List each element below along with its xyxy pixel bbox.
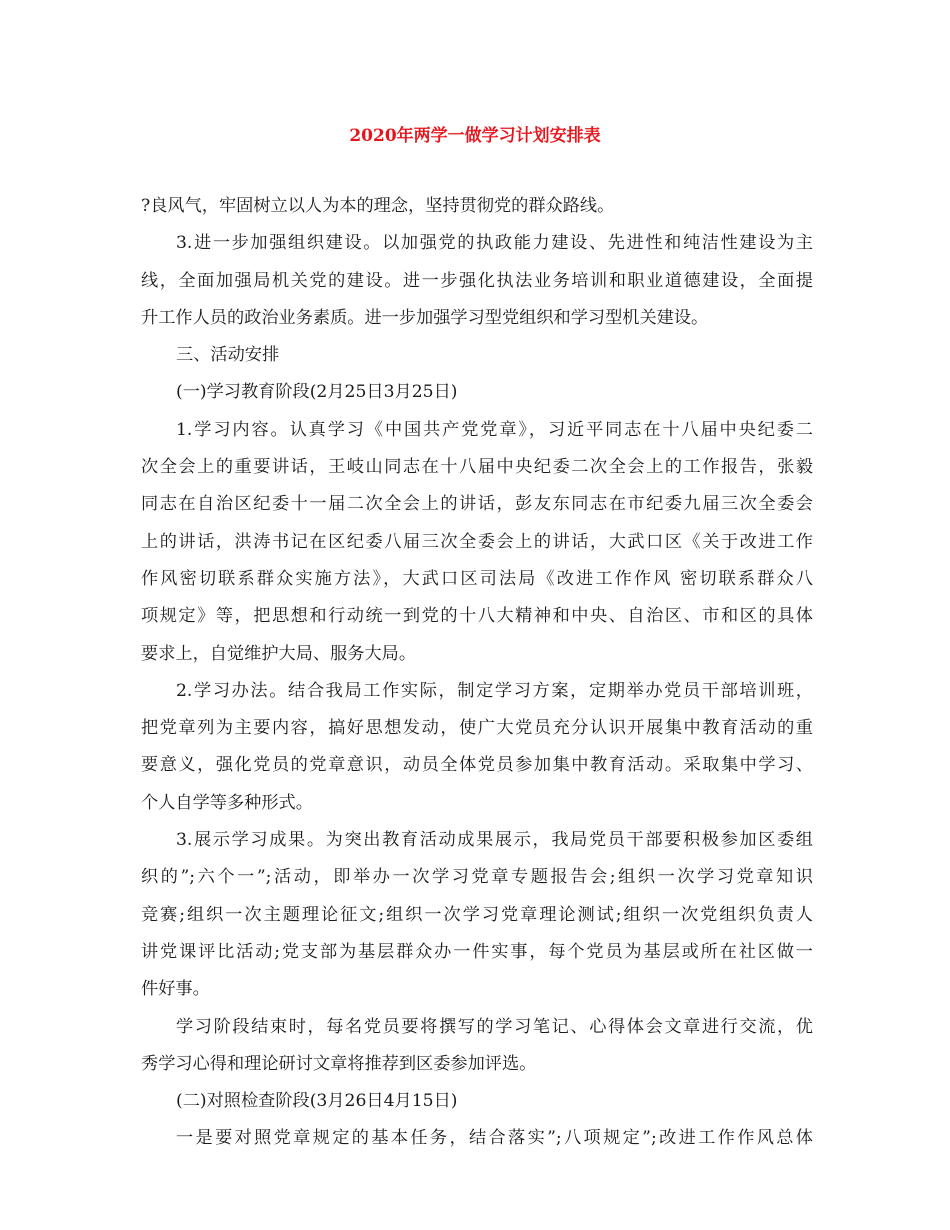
text-line: 要意义，强化党员的党章意识，动员全体党员参加集中教育活动。采取集中学习、 (141, 755, 813, 776)
text-line: 线，全面加强局机关党的建设。进一步强化执法业务培训和职业道德建设，全面提 (141, 270, 813, 291)
text-line: 2.学习办法。结合我局工作实际，制定学习方案，定期举办党员干部培训班， (176, 680, 813, 701)
section-heading: 三、活动安排 (176, 345, 280, 366)
text-line: 学习阶段结束时，每名党员要将撰写的学习笔记、心得体会文章进行交流，优 (176, 1016, 813, 1037)
subsection-heading: (二)对照检查阶段(3月26日4月15日) (176, 1091, 458, 1112)
text-line: 项规定》等，把思想和行动统一到党的十八大精神和中央、自治区、市和区的具体 (141, 606, 813, 627)
text-line: 一是要对照党章规定的基本任务，结合落实”;八项规定”;改进工作作风总体 (176, 1128, 813, 1149)
text-line: 作风密切联系群众实施方法》，大武口区司法局《改进工作作风 密切联系群众八 (141, 568, 813, 589)
text-line: 秀学习心得和理论研讨文章将推荐到区委参加评选。 (141, 1053, 537, 1074)
text-line: 同志在自治区纪委十一届二次全会上的讲话，彭友东同志在市纪委九届三次全委会 (141, 494, 813, 515)
text-line: 3.展示学习成果。为突出教育活动成果展示，我局党员干部要积极参加区委组 (176, 830, 813, 851)
text-line: 3.进一步加强组织建设。以加强党的执政能力建设、先进性和纯洁性建设为主 (176, 233, 813, 254)
subsection-heading: (一)学习教育阶段(2月25日3月25日) (176, 382, 458, 403)
text-line: 竞赛;组织一次主题理论征文;组织一次学习党章理论测试;组织一次党组织负责人 (141, 904, 813, 925)
text-line: 织的”;六个一”;活动，即举办一次学习党章专题报告会;组织一次学习党章知识 (141, 867, 813, 888)
text-line: 上的讲话，洪涛书记在区纪委八届三次全委会上的讲话，大武口区《关于改进工作 (141, 531, 813, 552)
document-title: 2020年两学一做学习计划安排表 (349, 126, 601, 146)
text-line: 要求上，自觉维护大局、服务大局。 (141, 643, 417, 664)
document-body (141, 188, 813, 1158)
text-line: 1.学习内容。认真学习《中国共产党党章》，习近平同志在十八届中央纪委二 (176, 419, 813, 440)
text-line: 升工作人员的政治业务素质。进一步加强学习型党组织和学习型机关建设。 (141, 307, 709, 328)
text-line: 次全会上的重要讲话，王岐山同志在十八届中央纪委二次全会上的工作报告，张毅 (141, 457, 813, 478)
text-line: 讲党课评比活动;党支部为基层群众办一件实事，每个党员为基层或所在社区做一 (141, 941, 813, 962)
text-line: 件好事。 (141, 979, 210, 1000)
text-line: ?良风气，牢固树立以人为本的理念，坚持贯彻党的群众路线。 (141, 196, 615, 216)
text-line: 个人自学等多种形式。 (141, 792, 313, 813)
text-line: 把党章列为主要内容，搞好思想发动，使广大党员充分认识开展集中教育活动的重 (141, 718, 813, 739)
